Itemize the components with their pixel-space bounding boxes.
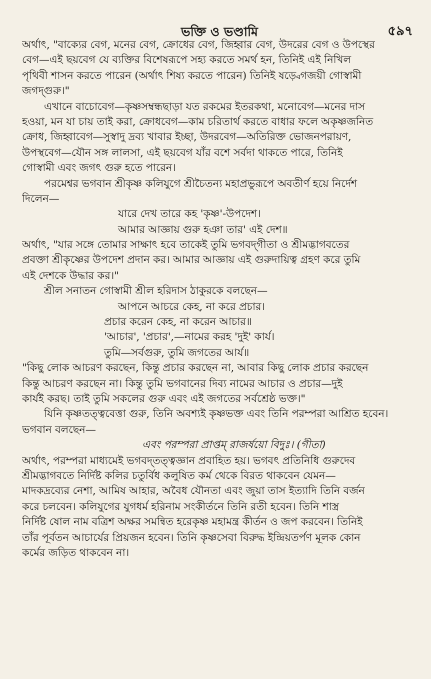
- text-line: কর্মের জড়িত থাকবেন না।: [22, 546, 130, 559]
- text-line: কার্যই করছ। তাই তুমি সকলের গুরু এবং এই জগতের সর্বশ্রেষ্ঠ ভক্ত।": [22, 392, 306, 405]
- verse-line: তুমি—সর্বগুরু, তুমি জগতের আর্য॥: [104, 346, 250, 359]
- text-line: গোস্বামী এবং জগৎ গুরু হতে পারেন।: [22, 162, 176, 175]
- text-line: এখানে বাচোবেগ—কৃষ্ণসম্বন্ধছাড়া যত রকমের ইতরকথা, মনোবেগ—মনের দাস: [44, 100, 366, 113]
- text-line: নির্দিষ্ট ষোল নাম বত্রিশ অক্ষর সমন্বিত হরেকৃষ্ণ মহামন্ত্র কীর্তন ও জপ করবেন। তিনিই: [22, 516, 363, 529]
- text-line: উপস্থবেগ—যৌন সঙ্গ লালসা, এই ছয়বেগ যাঁর বশে সর্বদা থাকতে পারে, তিনিই: [22, 146, 343, 159]
- verse-line: আমার আজ্ঞায় গুরু হঞা তার' এই দেশ॥: [118, 223, 288, 236]
- verse-line: যারে দেখ তারে কহ 'কৃষ্ণ'-উপদেশ।: [118, 208, 261, 221]
- text-line: এই দেশকে উদ্ধার কর।": [22, 269, 119, 282]
- text-line: ক্রোধ, জিহ্বাবেগ—সুস্বাদু দ্রব্য খাবার ইচ্ছা, উদরবেগ—অতিরিক্ত ভোজনপরায়ণ,: [22, 131, 352, 144]
- text-line: জগদ্গুরু।": [22, 85, 70, 98]
- text-line: শ্রীল সনাতন গোস্বামী শ্রীল হরিদাস ঠাকুরকে বলছেন—: [44, 285, 268, 298]
- text-line: অর্থাৎ, "বাক্যের বেগ, মনের বেগ, ক্রোধের বেগ, জিহ্বার বেগ, উদরের বেগ ও উপস্থের: [22, 39, 375, 51]
- text-line: অর্থাৎ, পরম্পরা মাধ্যমেই ভগবদ্‌তত্ত্বজ্ঞান প্রবাহিত হয়। ভগবৎ প্রতিনিধি গুরুদেব: [22, 454, 356, 467]
- verse-line: আপনে আচরে কেহ, না করে প্রচার।: [118, 300, 265, 313]
- page-header: [22, 10, 417, 38]
- sanskrit-quote-line: এবং পরম্পরা প্রাপ্তম্ রাজর্ষয়ো বিদুঃ। (গীতা): [142, 439, 326, 452]
- text-line: অর্থাৎ, "যার সঙ্গে তোমার সাক্ষাৎ হবে তাকেই তুমি ভগবদ্‌গীতা ও শ্রীমদ্ভাগবতের: [22, 239, 350, 252]
- text-line: তাঁর পূর্বতন আচার্যের প্রিয়জন হবেন। তিনি কৃষ্ণসেবা বিরুদ্ধ ইন্দ্রিয়তর্পণ মূলক কোন: [22, 531, 361, 544]
- text-line: শ্রীমদ্ভাগবতে নির্দিষ্ট কলির চতুর্বিধ কলুষিত কর্ম থেকে বিরত থাকবেন যেমন—: [22, 469, 336, 482]
- text-line: বেগ—এই ছয়বেগ যে ব্যক্তির বিশেষরূপে সহ্য করতে সমর্থ হন, তিনিই এই নিখিল: [22, 54, 351, 67]
- verse-line: প্রচার করেন কেহ, না করেন আচার॥: [104, 316, 252, 329]
- page-body: [22, 38, 417, 561]
- running-title: ভক্তি ও ভণ্ডামি: [181, 24, 258, 39]
- text-line: মাদকদ্রব্যের নেশা, আমিষ আহার, অবৈধ যৌনতা এবং জুয়া তাস ইত্যাদি তিনি বর্জন: [22, 485, 365, 498]
- text-line: হওয়া, মন যা চায় তাই করা, ক্রোধবেগ—কাম চরিতার্থ করতে বাধার ফলে অকৃষ্ণজনিত: [22, 115, 374, 128]
- text-line: কিন্তু আচরণ করছেন না। কিন্তু তুমি ভগবানের দিব্য নামের আচার ও প্রচার—দুই: [22, 377, 343, 390]
- verse-line: 'আচার', 'প্রচার',—নামের করহ 'দুই' কার্য।: [104, 331, 275, 344]
- text-line: করে চলবেন। কলিযুগের যুগধর্ম হরিনাম সংকীর্তনে তিনি রতী হবেন। তিনি শাস্ত্র: [22, 500, 339, 513]
- text-line: পরমেশ্বর ভগবান শ্রীকৃষ্ণ কলিযুগে শ্রীচৈতন্য মহাপ্রভুরূপে অবতীর্ণ হয়ে নির্দেশ: [44, 177, 358, 190]
- text-line: পৃথিবী শাসন করতে পারেন (অর্থাৎ শিষ্য করতে পারেন) তিনিই ষড়্বেগজয়ী গোস্বামী: [22, 69, 362, 82]
- text-line: যিনি কৃষ্ণতত্ত্ববেত্তা গুরু, তিনি অবশ্যই কৃষ্ণভক্ত এবং তিনি পরম্পরা আশ্রিত হবেন।: [44, 408, 389, 421]
- text-line: দিলেন—: [22, 192, 60, 205]
- page-number: ৫৯৭: [387, 24, 413, 39]
- text-line: ভগবান বলছেন—: [22, 423, 96, 436]
- text-line: "কিছু লোক আচরণ করছেন, কিন্তু প্রচার করছেন না, আবার কিছু লোক প্রচার করছেন: [22, 362, 369, 375]
- text-line: প্রবক্তা শ্রীকৃষ্ণের উপদেশ প্রদান কর। আমার আজ্ঞায় এই গুরুদায়িত্ব গ্রহণ করে তুমি: [22, 254, 361, 267]
